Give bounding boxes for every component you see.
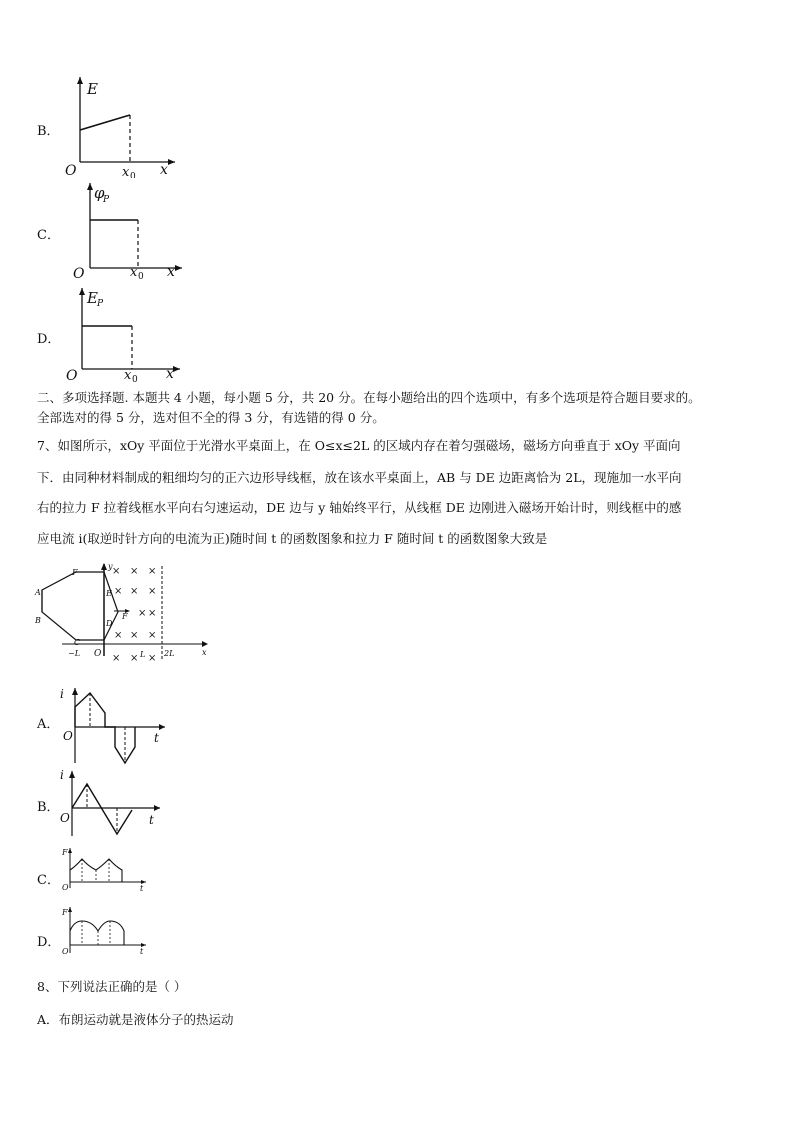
q7-option-d-label[interactable]: D．: [37, 935, 61, 950]
svg-text:O: O: [94, 649, 102, 659]
q7-text-line4: 应电流 i(取逆时针方向的电流为正)随时间 t 的函数图象和拉力 F 随时间 t 的函数图象大致是: [37, 531, 548, 546]
svg-text:F: F: [122, 612, 128, 621]
origin-label: O: [73, 266, 85, 282]
graph-phi-vs-x: [70, 178, 190, 282]
axis-label-x: x: [160, 162, 168, 178]
svg-text:×: ×: [148, 566, 157, 577]
svg-text:t: t: [154, 731, 159, 745]
origin-label: O: [65, 163, 77, 178]
field-crosses: [112, 566, 156, 664]
x0-label: x: [122, 165, 130, 178]
svg-text:O: O: [63, 729, 73, 743]
q8-option-a[interactable]: A．布朗运动就是液体分子的热运动: [37, 1012, 234, 1027]
svg-text:C: C: [74, 638, 81, 647]
svg-text:×: ×: [114, 630, 123, 641]
svg-text:E: E: [106, 589, 112, 598]
phi-sub: P: [103, 195, 110, 205]
axis-label-phi: φ: [94, 184, 105, 202]
hexagon-frame: [42, 572, 118, 640]
svg-text:B: B: [35, 616, 41, 625]
svg-text:A: A: [35, 588, 41, 597]
svg-text:×: ×: [112, 566, 121, 577]
graph-c-f-vs-t: [62, 846, 152, 892]
svg-text:D: D: [106, 619, 113, 628]
svg-text:L: L: [140, 650, 146, 659]
x0-sub: 0: [138, 272, 144, 282]
svg-text:O: O: [62, 883, 69, 892]
option-b-label[interactable]: B．: [37, 124, 60, 139]
svg-text:×: ×: [130, 586, 139, 597]
svg-text:O: O: [60, 811, 70, 825]
svg-text:x: x: [202, 648, 207, 657]
svg-text:F: F: [72, 568, 78, 577]
svg-text:2L: 2L: [164, 649, 175, 658]
ep-sub: P: [97, 299, 104, 309]
svg-text:i: i: [60, 687, 64, 701]
graph-a-i-vs-t: [60, 685, 170, 767]
q7-text-line1: 7、如图所示，xOy 平面位于光滑水平桌面上，在 O≤x≤2L 的区域内存在着匀强磁场，磁场方向垂直于 xOy 平面向: [37, 438, 681, 453]
svg-text:F: F: [62, 908, 68, 917]
option-c-label[interactable]: C．: [37, 228, 60, 243]
q7-text-line3: 右的拉力 F 拉着线框水平向右匀速运动，DE 边与 y 轴始终平行，从线框 DE 边刚进入磁场开始计时，则线框中的感: [37, 500, 682, 515]
svg-text:−L: −L: [68, 649, 81, 658]
svg-text:×: ×: [130, 653, 139, 664]
graph-d-f-vs-t: [62, 905, 152, 957]
svg-text:×: ×: [114, 586, 123, 597]
origin-label: O: [66, 368, 78, 383]
axis-label-ep: E: [87, 289, 98, 307]
svg-text:×: ×: [148, 653, 157, 664]
svg-text:i: i: [60, 768, 64, 782]
x0-sub: 0: [132, 375, 138, 383]
section-heading-line1: 二、多项选择题. 本题共 4 小题，每小题 5 分，共 20 分。在每小题给出的四个选项中，有多个选项是符合题目要求的。: [37, 390, 701, 405]
axis-label-e: E: [87, 80, 98, 98]
svg-text:×: ×: [138, 608, 147, 619]
q7-option-c-label[interactable]: C．: [37, 873, 60, 888]
svg-text:O: O: [62, 947, 69, 956]
q7-text-line2: 下．由同种材料制成的粗细均匀的正六边形导线框，放在该水平桌面上，AB 与 DE 边距离恰为 2L，现施加一水平向: [37, 470, 682, 485]
svg-text:×: ×: [130, 630, 139, 641]
graph-b-i-vs-t: [60, 768, 170, 840]
q8-stem: 8、下列说法正确的是（ ）: [37, 979, 187, 994]
svg-text:×: ×: [148, 630, 157, 641]
svg-text:×: ×: [112, 653, 121, 664]
q7-option-b-label[interactable]: B．: [37, 800, 60, 815]
axis-label-x: x: [167, 264, 175, 280]
svg-text:t: t: [140, 884, 144, 892]
graph-e-vs-x: [60, 72, 180, 178]
svg-text:×: ×: [148, 586, 157, 597]
svg-text:×: ×: [130, 566, 139, 577]
svg-text:t: t: [140, 947, 144, 956]
x0-label: x: [130, 265, 138, 280]
graph-ep-vs-x: [62, 283, 187, 383]
x0-label: x: [124, 368, 132, 383]
svg-text:F: F: [62, 848, 68, 857]
svg-text:y: y: [108, 562, 113, 571]
hexagon-field-figure: [32, 560, 212, 670]
svg-text:t: t: [149, 813, 154, 827]
svg-text:×: ×: [148, 608, 157, 619]
x0-sub: 0: [130, 172, 136, 178]
axis-label-x: x: [166, 366, 174, 382]
q7-option-a-label[interactable]: A．: [37, 717, 60, 732]
section-heading-line2: 全部选对的得 5 分，选对但不全的得 3 分，有选错的得 0 分。: [37, 410, 385, 425]
option-d-label[interactable]: D．: [37, 332, 61, 347]
